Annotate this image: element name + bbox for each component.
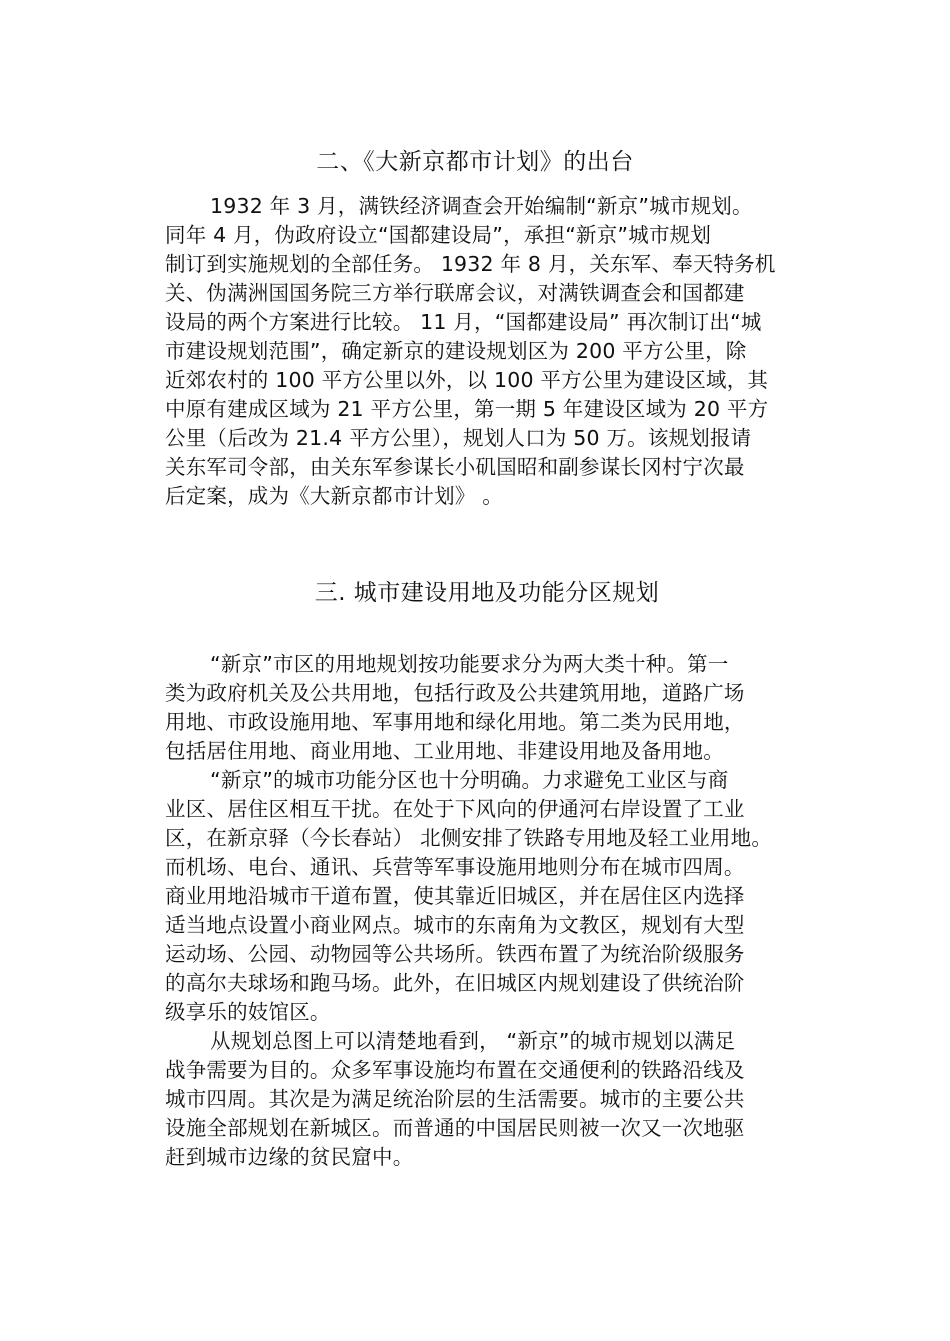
paragraph-line: 区，在新京驿（今长春站） 北侧安排了铁路专用地及轻工业用地。 [165, 826, 773, 850]
paragraph-line: 近郊农村的 100 平方公里以外，以 100 平方公里为建设区域，其 [165, 368, 769, 392]
paragraph-line: 包括居住用地、商业用地、工业用地、非建设用地及备用地。 [165, 739, 724, 763]
paragraph-line: 市建设规划范围”，确定新京的建设规划区为 200 平方公里，除 [165, 339, 747, 363]
paragraph-line: 适当地点设置小商业网点。城市的东南角为文教区，规划有大型 [165, 913, 745, 937]
paragraph-line: 设施全部规划在新城区。而普通的中国居民则被一次又一次地驱 [165, 1116, 745, 1140]
paragraph-line: 关东军司令部，由关东军参谋长小矶国昭和副参谋长冈村宁次最 [165, 455, 745, 479]
paragraph-line: 业区、居住区相互干扰。在处于下风向的伊通河右岸设置了工业 [165, 797, 745, 821]
section-heading-2: 二、《大新京都市计划》的出台 [316, 149, 634, 175]
paragraph-line: 公里（后改为 21.4 平方公里），规划人口为 50 万。该规划报请 [165, 426, 752, 450]
paragraph-line: 用地、市政设施用地、军事用地和绿化用地。第二类为民用地， [165, 710, 745, 734]
paragraph-line: 而机场、电台、通讯、兵营等军事设施用地则分布在城市四周。 [165, 855, 745, 879]
paragraph-line: 中原有建成区域为 21 平方公里，第一期 5 年建设区域为 20 平方 [165, 397, 769, 421]
paragraph-line: 战争需要为目的。众多军事设施均布置在交通便利的铁路沿线及 [165, 1058, 745, 1082]
paragraph-line: 赶到城市边缘的贫民窟中。 [165, 1145, 414, 1169]
paragraph-line: 商业用地沿城市干道布置，使其靠近旧城区，并在居住区内选择 [165, 884, 745, 908]
section-heading-3: 三. 城市建设用地及功能分区规划 [314, 580, 660, 606]
paragraph-line: 后定案，成为《大新京都市计划》 。 [165, 484, 503, 508]
paragraph-line: 城市四周。其次是为满足统治阶层的生活需要。城市的主要公共 [165, 1087, 745, 1111]
paragraph-line: “新京”的城市功能分区也十分明确。力求避免工业区与商 [210, 768, 729, 792]
paragraph-line: 级享乐的妓馆区。 [165, 1000, 331, 1024]
paragraph-line: 1932 年 3 月，满铁经济调查会开始编制“新京”城市规划。 [210, 194, 753, 218]
paragraph-line: 制订到实施规划的全部任务。 1932 年 8 月，关东军、奉天特务机 [165, 252, 776, 276]
paragraph-line: 运动场、公园、动物园等公共场所。铁西布置了为统治阶级服务 [165, 942, 745, 966]
paragraph-line: 从规划总图上可以清楚地看到， “新京”的城市规划以满足 [210, 1029, 736, 1053]
paragraph-line: 关、伪满洲国国务院三方举行联席会议，对满铁调查会和国都建 [165, 281, 745, 305]
paragraph-line: 类为政府机关及公共用地，包括行政及公共建筑用地，道路广场 [165, 681, 745, 705]
paragraph-line: 同年 4 月，伪政府设立“国都建设局”，承担“新京”城市规划 [165, 223, 712, 247]
paragraph-line: 设局的两个方案进行比较。 11 月，“国都建设局” 再次制订出“城 [165, 310, 762, 334]
paragraph-line: 的高尔夫球场和跑马场。此外，在旧城区内规划建设了供统治阶 [165, 971, 745, 995]
paragraph-line: “新京”市区的用地规划按功能要求分为两大类十种。第一 [210, 652, 729, 676]
